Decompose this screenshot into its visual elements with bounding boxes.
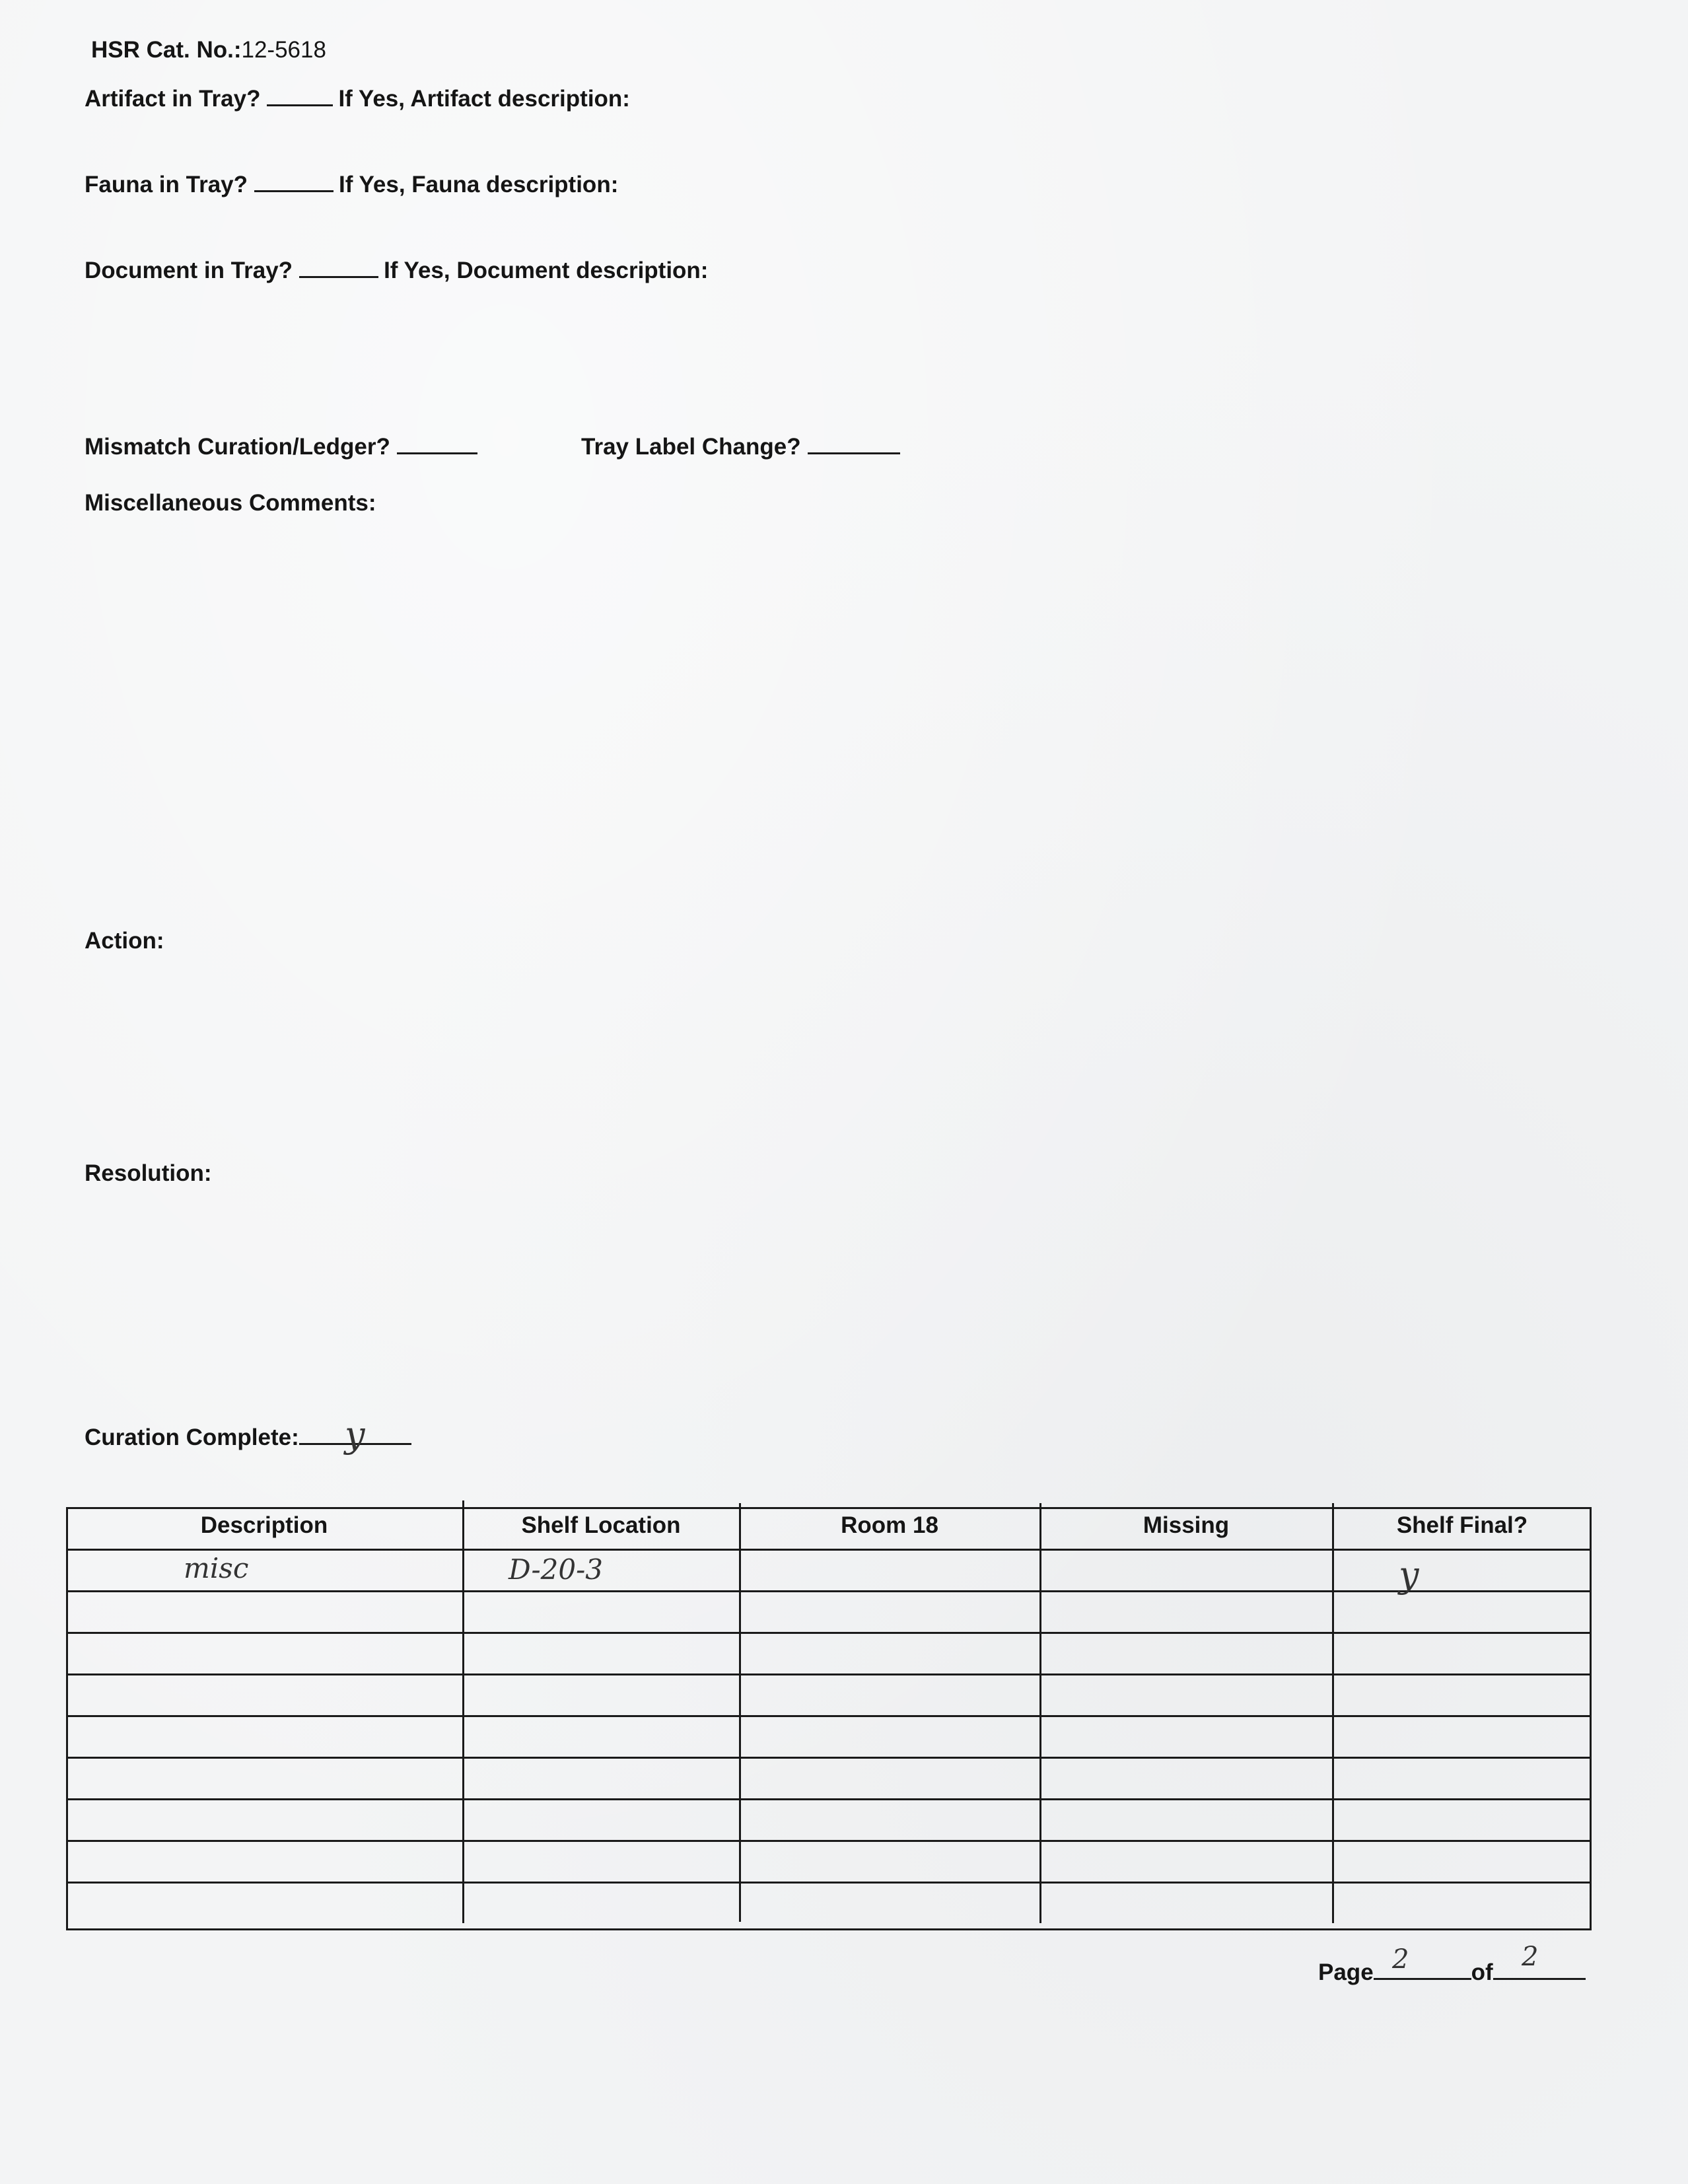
table-row-divider bbox=[68, 1715, 1590, 1717]
tray-label-change-row bbox=[581, 433, 905, 460]
document-row bbox=[85, 256, 708, 284]
inventory-table bbox=[66, 1507, 1592, 1930]
curation-complete-label: Curation Complete: bbox=[85, 1425, 299, 1450]
page-total-field[interactable] bbox=[1493, 1958, 1586, 1980]
table-column-divider bbox=[739, 1503, 741, 1922]
catalog-number bbox=[91, 37, 326, 63]
table-cell-shelf-final[interactable]: y bbox=[1399, 1554, 1419, 1596]
table-row-divider bbox=[68, 1840, 1590, 1842]
page-number-field[interactable] bbox=[1374, 1958, 1471, 1980]
table-row-divider bbox=[68, 1882, 1590, 1884]
table-row-divider bbox=[68, 1632, 1590, 1634]
of-label: of bbox=[1471, 1959, 1493, 1985]
mismatch-answer-field[interactable] bbox=[397, 433, 477, 454]
table-column-divider bbox=[1039, 1503, 1041, 1923]
action-label: Action: bbox=[85, 928, 164, 954]
document-answer-field[interactable] bbox=[299, 256, 378, 278]
column-header-missing: Missing bbox=[1143, 1512, 1230, 1538]
column-header-room-18: Room 18 bbox=[841, 1512, 938, 1538]
misc-comments-area[interactable] bbox=[85, 522, 1603, 892]
table-header-divider bbox=[68, 1549, 1590, 1551]
artifact-answer-field[interactable] bbox=[267, 85, 333, 106]
tray-label-change-field[interactable] bbox=[808, 433, 900, 454]
action-area[interactable] bbox=[85, 958, 1603, 1149]
mismatch-row bbox=[85, 433, 483, 460]
table-column-divider bbox=[462, 1500, 464, 1923]
page-total-value: 2 bbox=[1522, 1942, 1539, 1972]
table-row-divider bbox=[68, 1590, 1590, 1592]
page-count bbox=[1318, 1958, 1586, 1986]
fauna-row bbox=[85, 170, 618, 198]
misc-comments-label: Miscellaneous Comments: bbox=[85, 490, 376, 516]
column-header-description: Description bbox=[200, 1512, 328, 1538]
table-row-divider bbox=[68, 1798, 1590, 1800]
page-number-value: 2 bbox=[1392, 1944, 1409, 1975]
page-label: Page bbox=[1318, 1959, 1374, 1985]
catalog-number-value: 12-5618 bbox=[241, 37, 326, 63]
document-label: Document in Tray? bbox=[85, 258, 293, 283]
curation-complete-value: y bbox=[345, 1414, 365, 1456]
resolution-label: Resolution: bbox=[85, 1160, 212, 1186]
curation-complete-row bbox=[85, 1423, 417, 1451]
document-description-label: If Yes, Document description: bbox=[384, 258, 709, 283]
fauna-description-label: If Yes, Fauna description: bbox=[339, 172, 619, 197]
resolution-area[interactable] bbox=[85, 1189, 1603, 1407]
artifact-description-label: If Yes, Artifact description: bbox=[338, 86, 630, 112]
table-cell-description[interactable]: misc bbox=[184, 1552, 249, 1584]
column-header-shelf-location: Shelf Location bbox=[521, 1512, 681, 1538]
catalog-number-label: HSR Cat. No.: bbox=[91, 37, 242, 63]
fauna-label: Fauna in Tray? bbox=[85, 172, 248, 197]
column-header-shelf-final: Shelf Final? bbox=[1396, 1512, 1528, 1538]
table-row-divider bbox=[68, 1673, 1590, 1675]
mismatch-label: Mismatch Curation/Ledger? bbox=[85, 434, 390, 460]
artifact-row bbox=[85, 85, 630, 112]
artifact-label: Artifact in Tray? bbox=[85, 86, 261, 112]
fauna-answer-field[interactable] bbox=[254, 170, 334, 192]
table-column-divider bbox=[1332, 1503, 1334, 1923]
table-row-divider bbox=[68, 1757, 1590, 1759]
tray-label-change-label: Tray Label Change? bbox=[581, 434, 801, 460]
table-cell-shelf-location[interactable]: D-20-3 bbox=[509, 1553, 604, 1586]
